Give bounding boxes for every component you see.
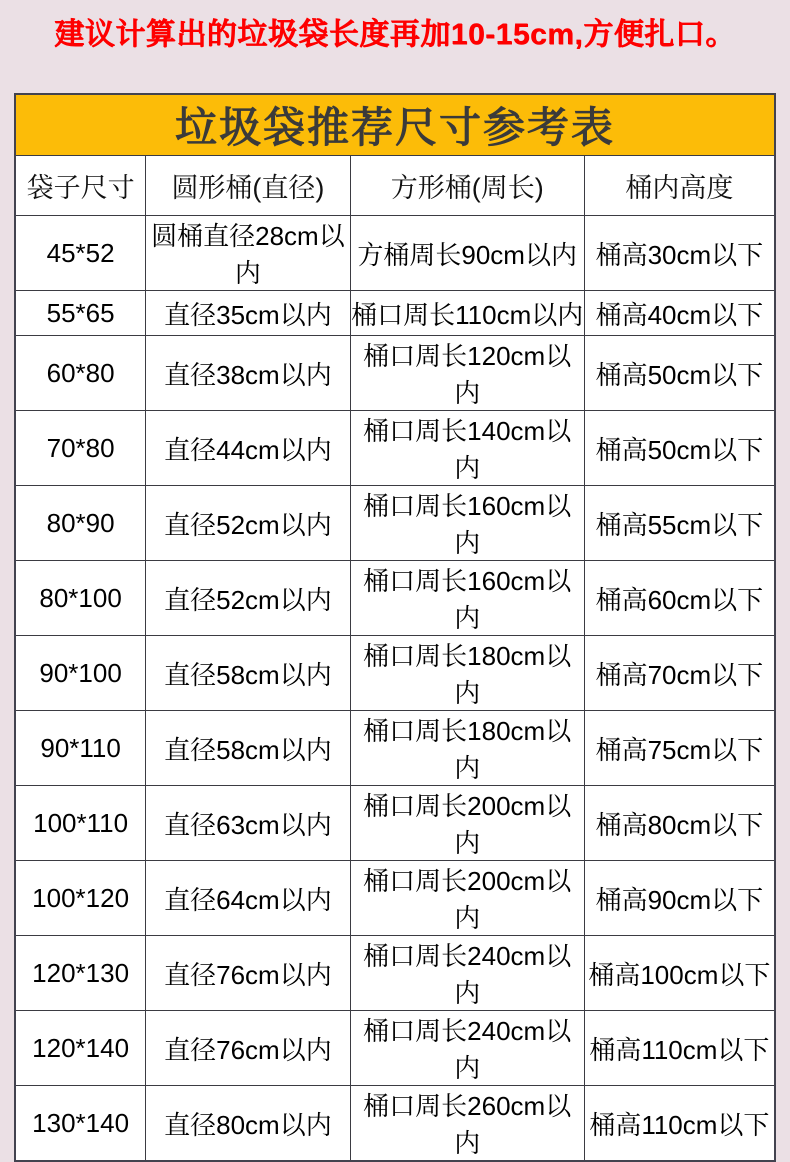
table-cell: 桶口周长160cm以内: [350, 561, 584, 636]
table-cell: 120*130: [15, 936, 146, 1011]
table-cell: 桶口周长240cm以内: [350, 1011, 584, 1086]
table-cell: 直径76cm以内: [146, 936, 350, 1011]
table-cell: 直径58cm以内: [146, 711, 350, 786]
column-header-round-bucket-diameter: 圆形桶(直径): [146, 156, 350, 216]
table-cell: 直径64cm以内: [146, 861, 350, 936]
table-row: [15, 561, 775, 636]
table-cell: 桶高110cm以下: [584, 1086, 775, 1162]
table-cell: 桶高90cm以下: [584, 861, 775, 936]
table-cell: 桶高40cm以下: [584, 291, 775, 336]
table-cell: 桶高50cm以下: [584, 336, 775, 411]
table-cell: 120*140: [15, 1011, 146, 1086]
table-cell: 方桶周长90cm以内: [350, 216, 584, 291]
table-cell: 55*65: [15, 291, 146, 336]
table-cell: 桶口周长140cm以内: [350, 411, 584, 486]
table-row: [15, 936, 775, 1011]
table-cell: 桶高60cm以下: [584, 561, 775, 636]
table-cell: 80*100: [15, 561, 146, 636]
table-cell: 桶口周长120cm以内: [350, 336, 584, 411]
table-cell: 桶高100cm以下: [584, 936, 775, 1011]
table-cell: 直径52cm以内: [146, 486, 350, 561]
table-cell: 45*52: [15, 216, 146, 291]
table-cell: 70*80: [15, 411, 146, 486]
table-title-row: [15, 94, 775, 156]
table-cell: 桶口周长110cm以内: [350, 291, 584, 336]
column-header-square-bucket-perimeter: 方形桶(周长): [350, 156, 584, 216]
tying-allowance-notice: 建议计算出的垃圾袋长度再加10-15cm,方便扎口。: [54, 18, 736, 51]
table-row: [15, 411, 775, 486]
table-cell: 桶口周长200cm以内: [350, 861, 584, 936]
table-cell: 90*110: [15, 711, 146, 786]
table-title: 垃圾袋推荐尺寸参考表: [15, 94, 775, 156]
table-cell: 直径38cm以内: [146, 336, 350, 411]
size-reference-table: [14, 93, 776, 1162]
table-row: [15, 1011, 775, 1086]
table-cell: 直径63cm以内: [146, 786, 350, 861]
table-cell: 80*90: [15, 486, 146, 561]
table-row: [15, 636, 775, 711]
table-cell: 桶高80cm以下: [584, 786, 775, 861]
table-cell: 桶口周长200cm以内: [350, 786, 584, 861]
table-row: [15, 216, 775, 291]
table-row: [15, 336, 775, 411]
table-cell: 60*80: [15, 336, 146, 411]
table-cell: 直径44cm以内: [146, 411, 350, 486]
table-cell: 圆桶直径28cm以内: [146, 216, 350, 291]
table-cell: 直径58cm以内: [146, 636, 350, 711]
table-cell: 桶高110cm以下: [584, 1011, 775, 1086]
table-cell: 直径76cm以内: [146, 1011, 350, 1086]
column-header-bucket-height: 桶内高度: [584, 156, 775, 216]
table-row: [15, 291, 775, 336]
table-header-row: [15, 156, 775, 216]
table-cell: 桶高70cm以下: [584, 636, 775, 711]
table-cell: 桶口周长180cm以内: [350, 636, 584, 711]
table-row: [15, 711, 775, 786]
table-row: [15, 1086, 775, 1162]
table-cell: 直径35cm以内: [146, 291, 350, 336]
table-row: [15, 786, 775, 861]
table-row: [15, 486, 775, 561]
table-cell: 桶口周长160cm以内: [350, 486, 584, 561]
table-cell: 桶口周长260cm以内: [350, 1086, 584, 1162]
table-cell: 100*110: [15, 786, 146, 861]
table-cell: 桶高50cm以下: [584, 411, 775, 486]
table-cell: 直径80cm以内: [146, 1086, 350, 1162]
table-row: [15, 861, 775, 936]
table-cell: 90*100: [15, 636, 146, 711]
table-cell: 100*120: [15, 861, 146, 936]
table-cell: 桶高75cm以下: [584, 711, 775, 786]
table-cell: 130*140: [15, 1086, 146, 1162]
column-header-bag-size: 袋子尺寸: [15, 156, 146, 216]
table-cell: 桶口周长180cm以内: [350, 711, 584, 786]
table-cell: 桶高30cm以下: [584, 216, 775, 291]
table-cell: 直径52cm以内: [146, 561, 350, 636]
table-cell: 桶口周长240cm以内: [350, 936, 584, 1011]
table-cell: 桶高55cm以下: [584, 486, 775, 561]
